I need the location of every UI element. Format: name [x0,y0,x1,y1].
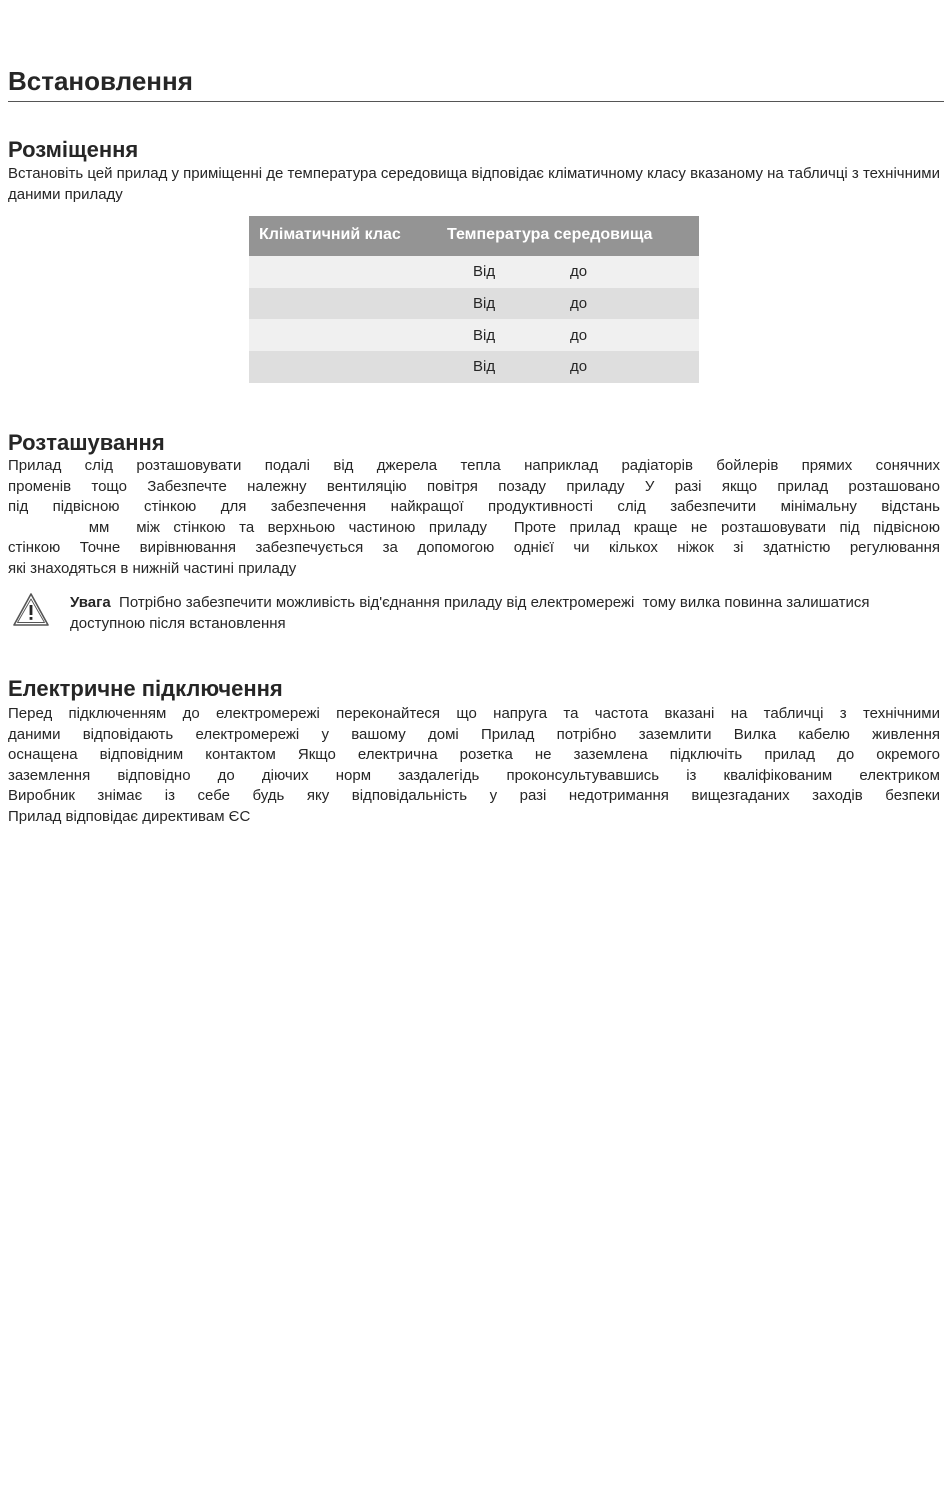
location-heading: Розташування [8,430,165,455]
location-line: мм між стінкою та верхньою частиною приладу Проте прилад краще не розташовувати під підвісною [8,518,940,536]
warning-label: Увага [70,594,111,611]
climate-class-table [249,216,699,383]
electrical-heading: Електричне підключення [8,676,283,701]
table-header-row [249,216,699,256]
electrical-line: Перед підключенням до електромережі переконайтеся що напруга та частота вказані на табличці з технічними [8,705,940,722]
cell-to: до [533,319,699,351]
electrical-line: оснащена відповідним контактом Якщо електрична розетка не заземлена підключіть прилад до окремого [8,746,940,764]
table-row [249,288,699,320]
warning-text: Потрібно забезпечити можливість від'єднання приладу від електромережі тому вилка повинна залишатися доступною після встановлення [70,594,874,632]
electrical-line: заземлення відповідно до діючих норм заздалегідь проконсультувавшись із кваліфікованим електриком [8,766,940,784]
title-divider [8,101,944,102]
header-ambient-temperature: Температура середовища [437,216,699,256]
cell-from: Від [437,288,533,320]
placement-heading: Розміщення [8,137,139,162]
cell-to: до [533,256,699,288]
cell-to: до [533,288,699,320]
cell-class [249,351,437,383]
location-line: під підвісною стінкою для забезпечення найкращої продуктивності слід забезпечити мінімальну відстань [8,498,940,516]
cell-from: Від [437,256,533,288]
location-line: Прилад слід розташовувати подалі від джерела тепла наприклад радіаторів бойлерів прямих сонячних [8,457,940,474]
cell-to: до [533,351,699,383]
table-row [249,319,699,351]
location-line: які знаходяться в нижній частині приладу [8,559,297,577]
table-row [249,256,699,288]
cell-from: Від [437,319,533,351]
cell-class [249,288,437,320]
page-title: Встановлення [8,66,193,96]
electrical-line: даними відповідають електромережі у вашому домі Прилад потрібно заземлити Вилка кабелю живлення [8,725,940,743]
location-text [8,456,940,580]
warning-triangle-icon [12,592,50,628]
electrical-text [8,704,940,828]
cell-class [249,319,437,351]
header-climate-class: Кліматичний клас [249,216,437,256]
table-row [249,351,699,383]
electrical-line: Виробник знімає із себе будь яку відповідальність у разі недотримання вищезгаданих заходів безпеки [8,787,940,805]
location-line: стінкою Точне вирівнювання забезпечується за допомогою однієї чи кількох ніжок зі здатністю регулювання [8,539,940,557]
electrical-line: Прилад відповідає директивам ЄС [8,807,251,825]
cell-from: Від [437,351,533,383]
location-line: променів тощо Забезпечте належну вентиляцію повітря позаду приладу У разі якщо прилад розташовано [8,477,940,495]
warning-note [70,593,940,634]
placement-text: Встановіть цей прилад у приміщенні де температура середовища відповідає кліматичному класу вказаному на табличці з технічними даними приладу [8,165,940,203]
cell-class [249,256,437,288]
